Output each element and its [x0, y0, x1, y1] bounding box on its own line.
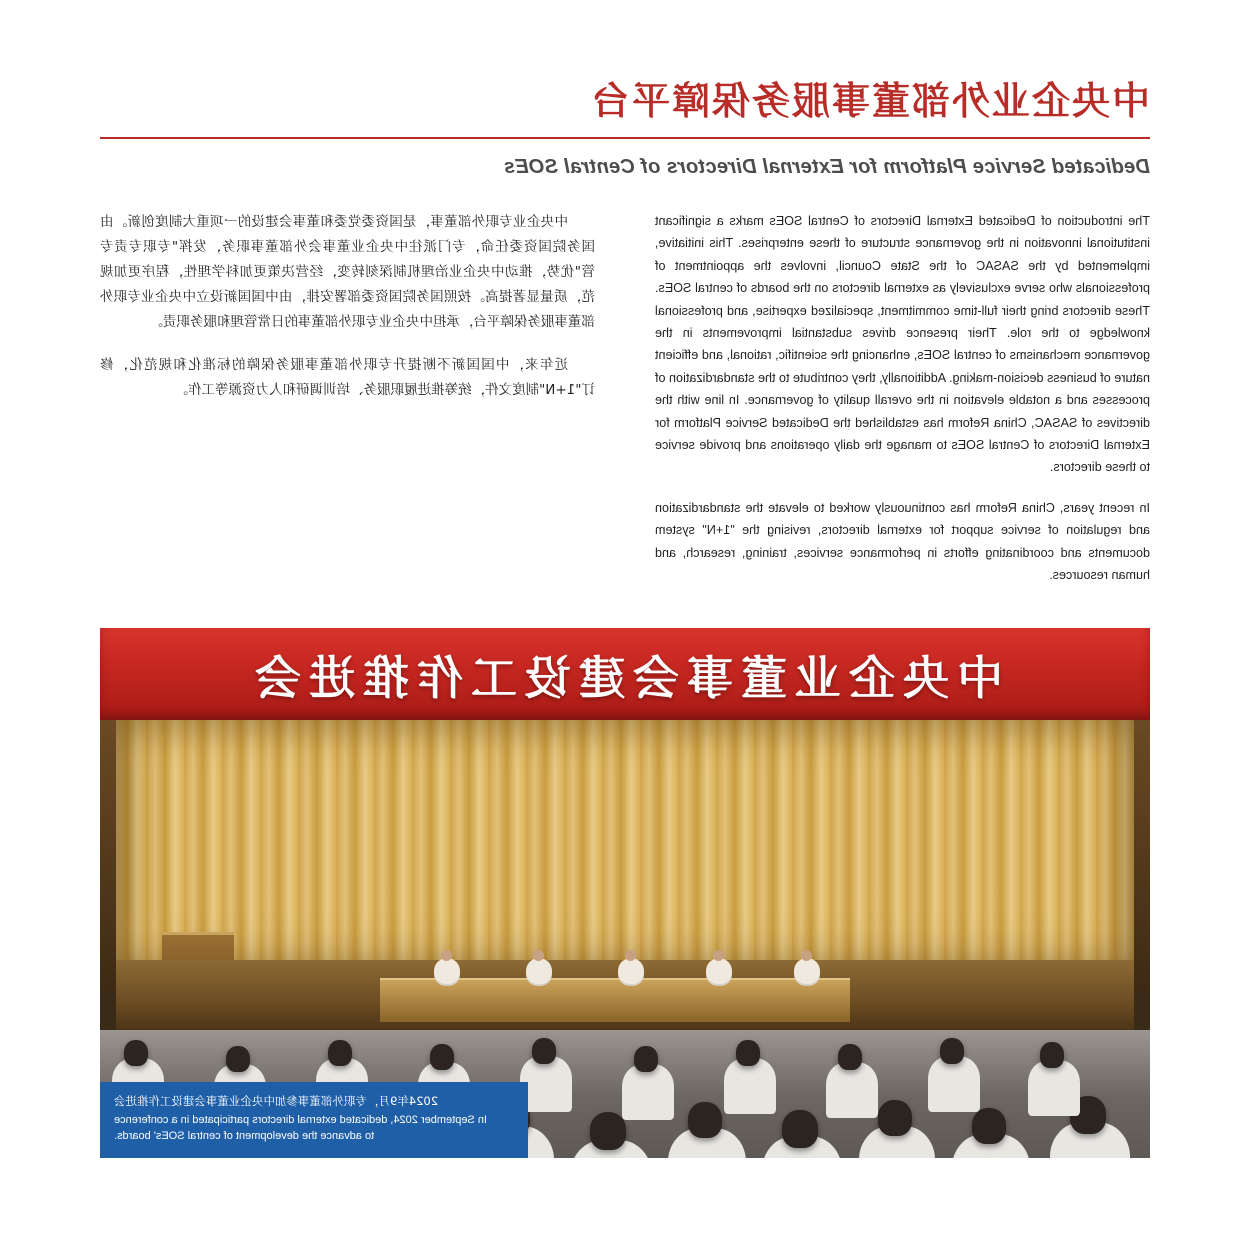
- attendee-head: [590, 1112, 626, 1150]
- attendee-head: [328, 1040, 352, 1066]
- caption-chinese: 2024年9月，专职外部董事参加中央企业董事会建设工作推进会: [114, 1093, 439, 1108]
- stage-banner-text: 中央企业董事会建设工作推进会: [247, 651, 1003, 705]
- attendee-head: [878, 1100, 912, 1136]
- column-chinese: [100, 210, 595, 605]
- body-columns: [100, 210, 1150, 605]
- attendee-head: [226, 1046, 250, 1072]
- panelist: [526, 958, 552, 984]
- attendee-head: [1040, 1042, 1064, 1068]
- gold-curtain: [116, 720, 1134, 992]
- hall-wall-right: [100, 720, 116, 992]
- attendee-head: [634, 1046, 658, 1072]
- paragraph-cn-1: 中央企业专职外部董事，是国资委党委和董事会建设的一项重大制度创新。由国务院国资委任命，专门派往中央企业董事会外部董事职务，发挥"专职专责专管"优势，推动中央企业治理机制深刻转变，经营决策更加科学理性，程序更加规范，质量显著提高。按照国务院国资委部署安排，由中国国新设立中央企业专职外部董事服务保障平台，承担中央企业专职外部董事的日常管理和服务职责。: [100, 214, 595, 330]
- conference-photo: [100, 628, 1150, 1158]
- panelist: [706, 958, 732, 984]
- photo-caption: [100, 1082, 528, 1158]
- attendee-body: [622, 1064, 674, 1120]
- page-title-en: Dedicated Service Platform for External Directors of Central SOEs: [503, 155, 1150, 178]
- attendee-head: [688, 1102, 722, 1138]
- panelist: [794, 958, 820, 984]
- paragraph-cn-2: 近年来，中国国新不断提升专职外部董事服务保障的标准化和规范化，修订"1+N"制度文件，统筹推进履职服务、培训调研和人力资源等工作。: [100, 356, 595, 398]
- stage-banner: [100, 628, 1150, 720]
- attendee-head: [532, 1038, 556, 1064]
- paragraph-en-2: In recent years, China Reform has continuously worked to elevate the standardization and regulation of service support for external directors, revising the "1+N" system documents and coordinating efforts in performance services, training, research, and human resources.: [655, 500, 1150, 583]
- attendee-head: [972, 1108, 1006, 1144]
- attendee-head: [838, 1044, 862, 1070]
- page-header: [100, 78, 1150, 180]
- attendee-head: [736, 1040, 760, 1066]
- hall-wall-left: [1134, 720, 1150, 992]
- attendee-head: [430, 1044, 454, 1070]
- title-divider: [100, 137, 1150, 139]
- attendee-head: [782, 1110, 818, 1148]
- panelist: [434, 958, 460, 984]
- panelist: [618, 958, 644, 984]
- caption-english-line2: to advance the development of central SOEs' boards.: [114, 1130, 375, 1143]
- head-table: [380, 978, 850, 1022]
- page-title-cn: 中央企业外部董事服务保障平台: [589, 79, 1150, 123]
- caption-english-line1: In September 2024, dedicated external directors participated in a conference: [114, 1114, 488, 1127]
- attendee-head: [940, 1038, 964, 1064]
- paragraph-en-1: The introduction of Dedicated External Directors of Central SOEs marks a significant institutional innovation in the governance structure of these enterprises. This initiative, implemented by the SASAC of the State Council, involves the appointment of professionals who serve exclusively as external directors on the boards of central SOEs. These directors bring their full-time commitment, specialized expertise, and professional knowledge to the role. Their presence drives substantial improvements in the governance mechanisms of central SOEs, enhancing the scientific, rational, and efficient nature of business decision-making. Additionally, they contribute to the standardization of processes and a notable elevation in the overall quality of governance. In line with the directives of SASAC, China Reform has established the Dedicated Service Platform for External Directors of Central SOEs to manage the daily operations and provide service to these directors.: [655, 214, 1150, 475]
- attendee-body: [826, 1062, 878, 1118]
- column-english: [655, 210, 1150, 605]
- attendee-body: [1028, 1060, 1080, 1116]
- attendee-body: [724, 1058, 776, 1114]
- attendee-body: [928, 1056, 980, 1112]
- attendee-head: [124, 1040, 148, 1066]
